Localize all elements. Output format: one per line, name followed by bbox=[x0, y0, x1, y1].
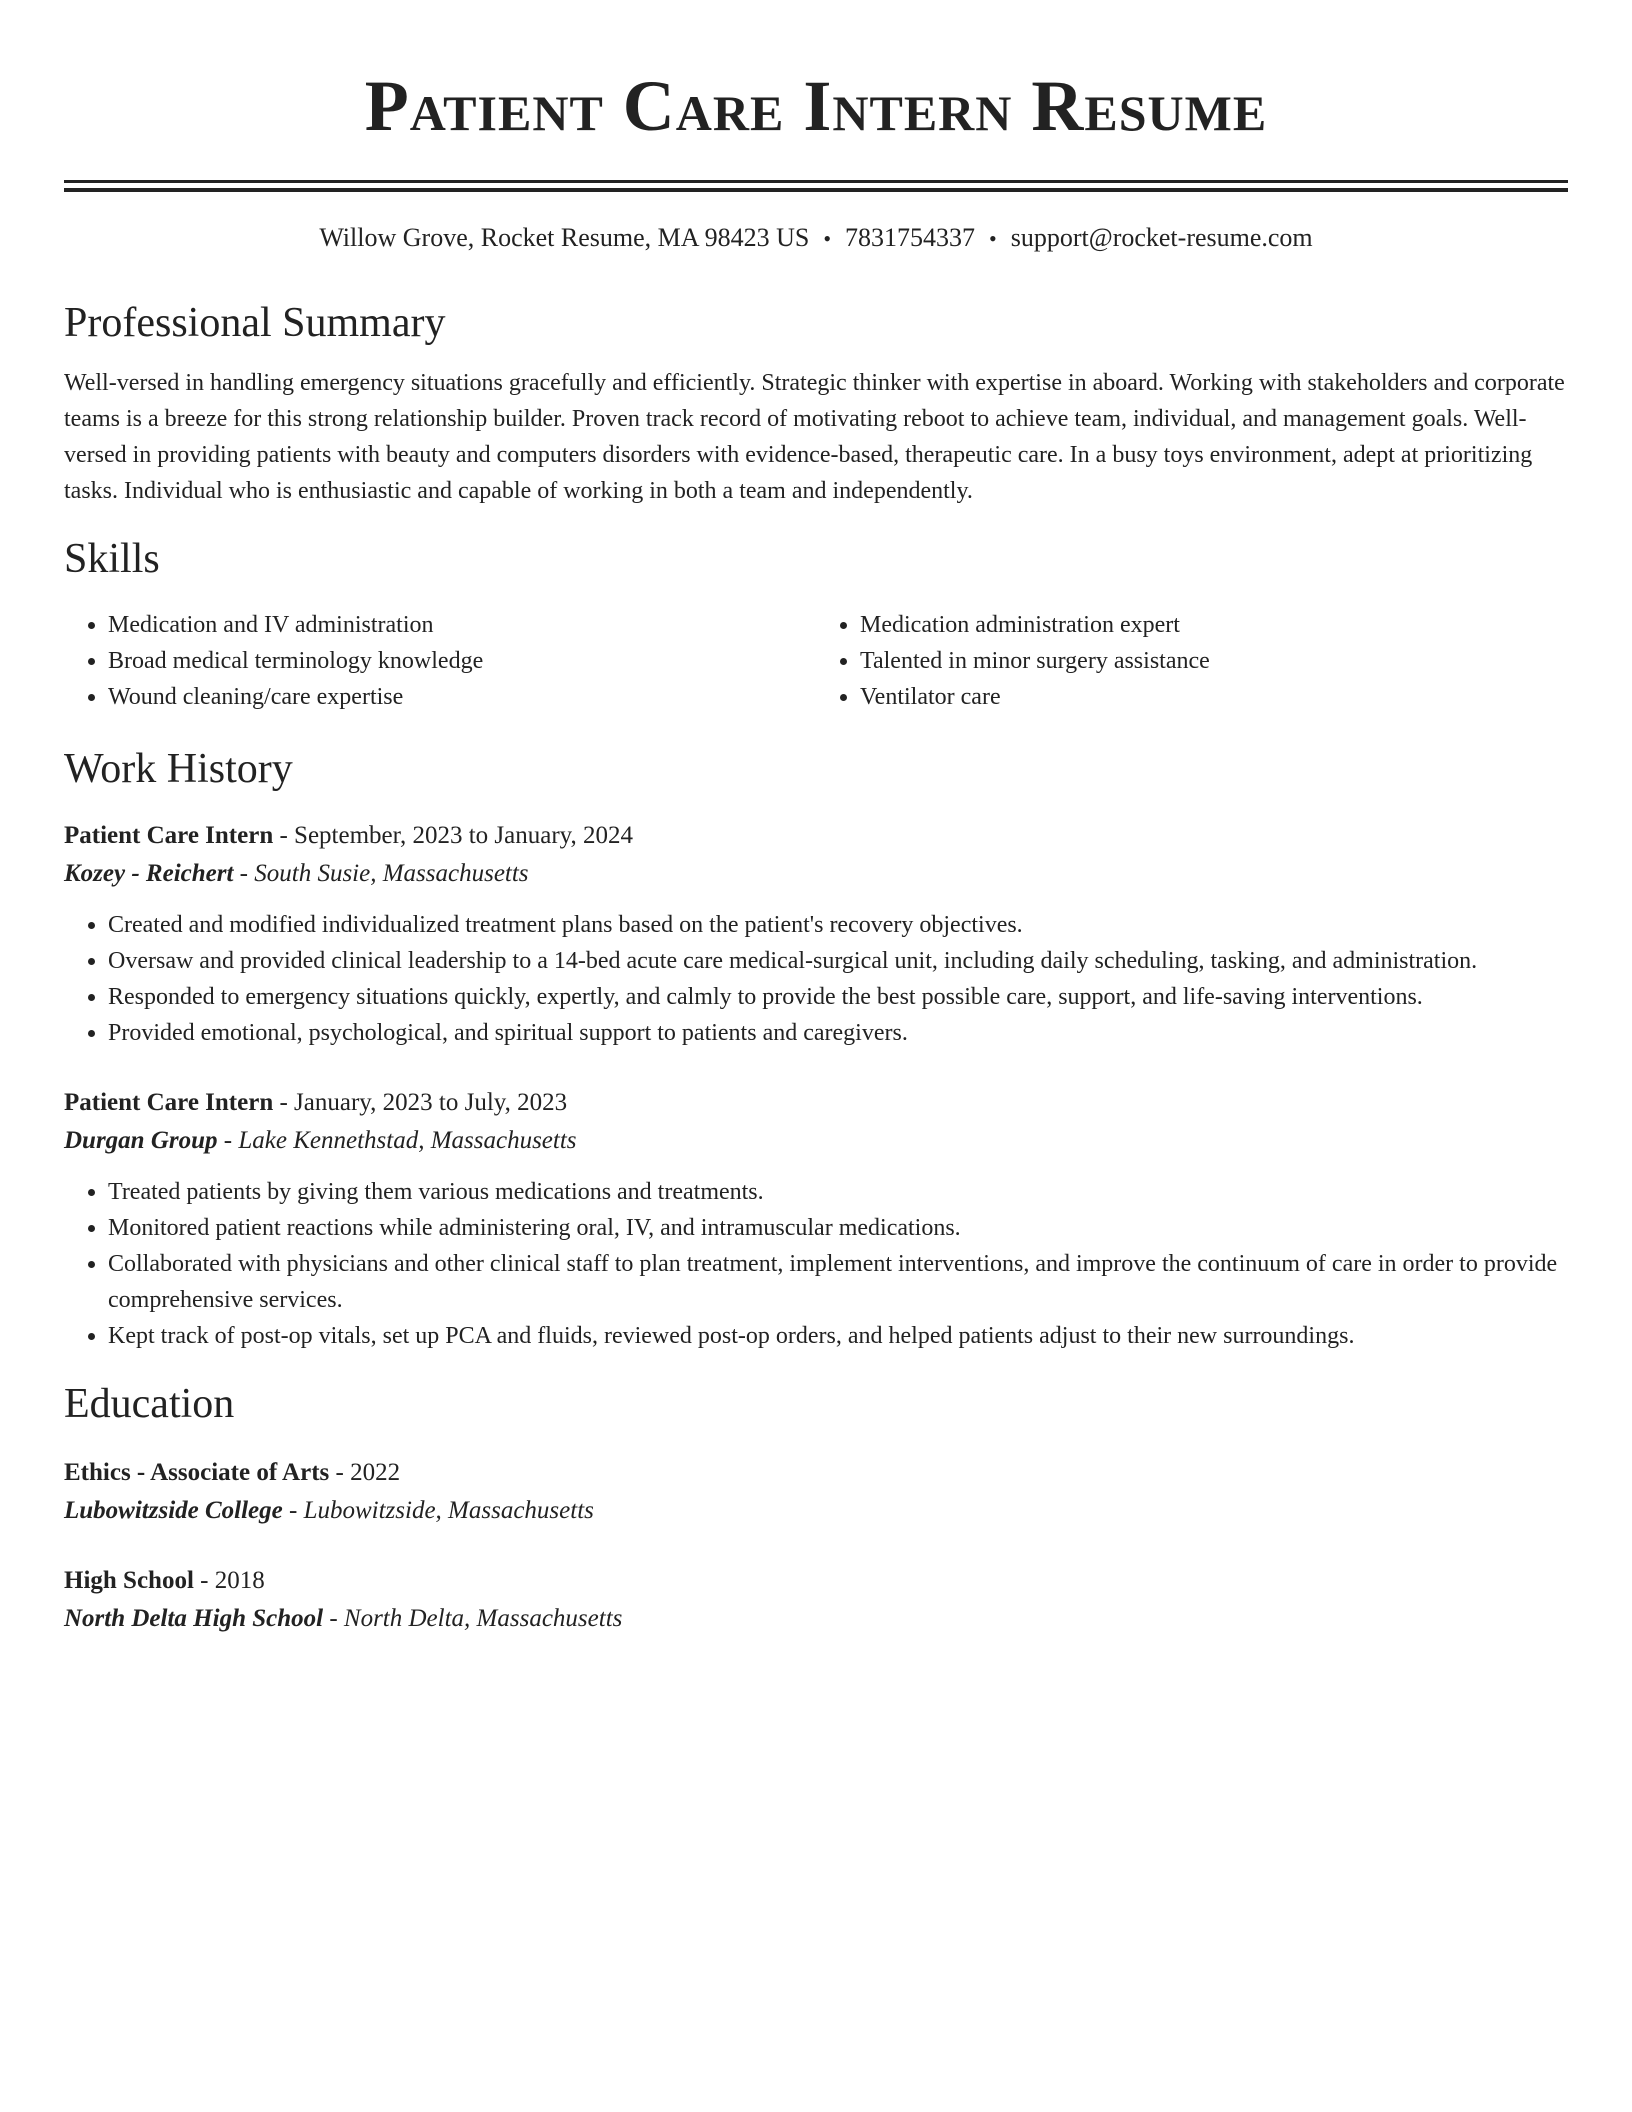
contact-phone: 7831754337 bbox=[845, 223, 976, 252]
education-institution bbox=[64, 1492, 1568, 1530]
education-entry bbox=[64, 1454, 1568, 1530]
contact-email: support@rocket-resume.com bbox=[1010, 223, 1313, 252]
job-entry bbox=[64, 1084, 1568, 1354]
job-duties bbox=[64, 907, 1568, 1051]
resume-title: Patient Care Intern Resume bbox=[364, 66, 1268, 146]
skill-item: • Broad medical terminology knowledge bbox=[108, 643, 816, 679]
education-degree: Ethics - Associate of Arts bbox=[64, 1459, 330, 1486]
duty-item: • Created and modified individualized treatment plans based on the patient's recovery objectives. bbox=[108, 907, 1568, 943]
job-header bbox=[64, 817, 1568, 855]
contact-separator: • bbox=[823, 226, 832, 251]
job-entry bbox=[64, 817, 1568, 1051]
education-heading: Education bbox=[64, 1381, 235, 1427]
skills-heading: Skills bbox=[64, 536, 160, 582]
skill-item: • Talented in minor surgery assistance bbox=[860, 643, 1568, 679]
skill-item: • Wound cleaning/care expertise bbox=[108, 679, 816, 715]
contact-address: Willow Grove, Rocket Resume, MA 98423 US bbox=[319, 223, 810, 252]
job-location: - Lake Kennethstad, Massachusetts bbox=[217, 1127, 577, 1154]
education-institution bbox=[64, 1600, 1568, 1638]
work-history-heading: Work History bbox=[64, 746, 293, 792]
duty-item: • Kept track of post-op vitals, set up PCA and fluids, reviewed post-op orders, and helped patients adjust to their new surroundings. bbox=[108, 1318, 1568, 1354]
education-header bbox=[64, 1454, 1568, 1492]
education-degree: High School bbox=[64, 1567, 194, 1594]
education-header bbox=[64, 1562, 1568, 1600]
education-location: - North Delta, Massachusetts bbox=[323, 1605, 623, 1632]
education-entry bbox=[64, 1562, 1568, 1638]
job-header bbox=[64, 1084, 1568, 1122]
education-school: North Delta High School bbox=[64, 1605, 324, 1632]
skill-item: • Medication administration expert bbox=[860, 607, 1568, 643]
job-location: - South Susie, Massachusetts bbox=[233, 860, 529, 887]
education-location: - Lubowitzside, Massachusetts bbox=[282, 1497, 594, 1524]
duty-item: • Responded to emergency situations quickly, expertly, and calmly to provide the best possible care, support, and life-saving interventions. bbox=[108, 979, 1568, 1015]
duty-item: • Monitored patient reactions while administering oral, IV, and intramuscular medications. bbox=[108, 1210, 1568, 1246]
job-duties bbox=[64, 1174, 1568, 1354]
summary-heading: Professional Summary bbox=[64, 300, 446, 346]
duty-item: • Oversaw and provided clinical leadership to a 14-bed acute care medical-surgical unit, including daily scheduling, tasking, and administration. bbox=[108, 943, 1568, 979]
duty-item: • Collaborated with physicians and other clinical staff to plan treatment, implement interventions, and improve the continuum of care in order to provide comprehensive services. bbox=[108, 1246, 1568, 1318]
skills-column-left bbox=[64, 607, 816, 715]
job-title: Patient Care Intern bbox=[64, 822, 274, 849]
skill-item: • Ventilator care bbox=[860, 679, 1568, 715]
job-company: Kozey - Reichert bbox=[64, 860, 234, 887]
skill-item: • Medication and IV administration bbox=[108, 607, 816, 643]
education-year: - 2018 bbox=[193, 1567, 265, 1594]
job-dates: - September, 2023 to January, 2024 bbox=[273, 822, 634, 849]
duty-item: • Treated patients by giving them various medications and treatments. bbox=[108, 1174, 1568, 1210]
skills-list bbox=[64, 607, 1568, 715]
education-year: - 2022 bbox=[329, 1459, 401, 1486]
job-employer bbox=[64, 855, 1568, 893]
job-employer bbox=[64, 1122, 1568, 1160]
contact-line bbox=[64, 220, 1568, 257]
job-dates: - January, 2023 to July, 2023 bbox=[273, 1089, 568, 1116]
summary-text: Well-versed in handling emergency situations gracefully and efficiently. Strategic thinker with expertise in aboard. Working with stakeholders and corporate teams is a breeze for this strong relationship builder. Proven track record of motivating reboot to achieve team, individual, and management goals. Well-versed in providing patients with beauty and computers disorders with evidence-based, therapeutic care. In a busy toys environment, adept at prioritizing tasks. Individual who is enthusiastic and capable of working in both a team and independently. bbox=[64, 370, 1565, 504]
duty-item: • Provided emotional, psychological, and spiritual support to patients and caregivers. bbox=[108, 1015, 1568, 1051]
job-title: Patient Care Intern bbox=[64, 1089, 274, 1116]
contact-separator: • bbox=[989, 226, 997, 251]
skills-column-right bbox=[816, 607, 1568, 715]
education-school: Lubowitzside College bbox=[64, 1497, 283, 1524]
header-double-rule bbox=[64, 180, 1568, 192]
job-company: Durgan Group bbox=[64, 1127, 218, 1154]
